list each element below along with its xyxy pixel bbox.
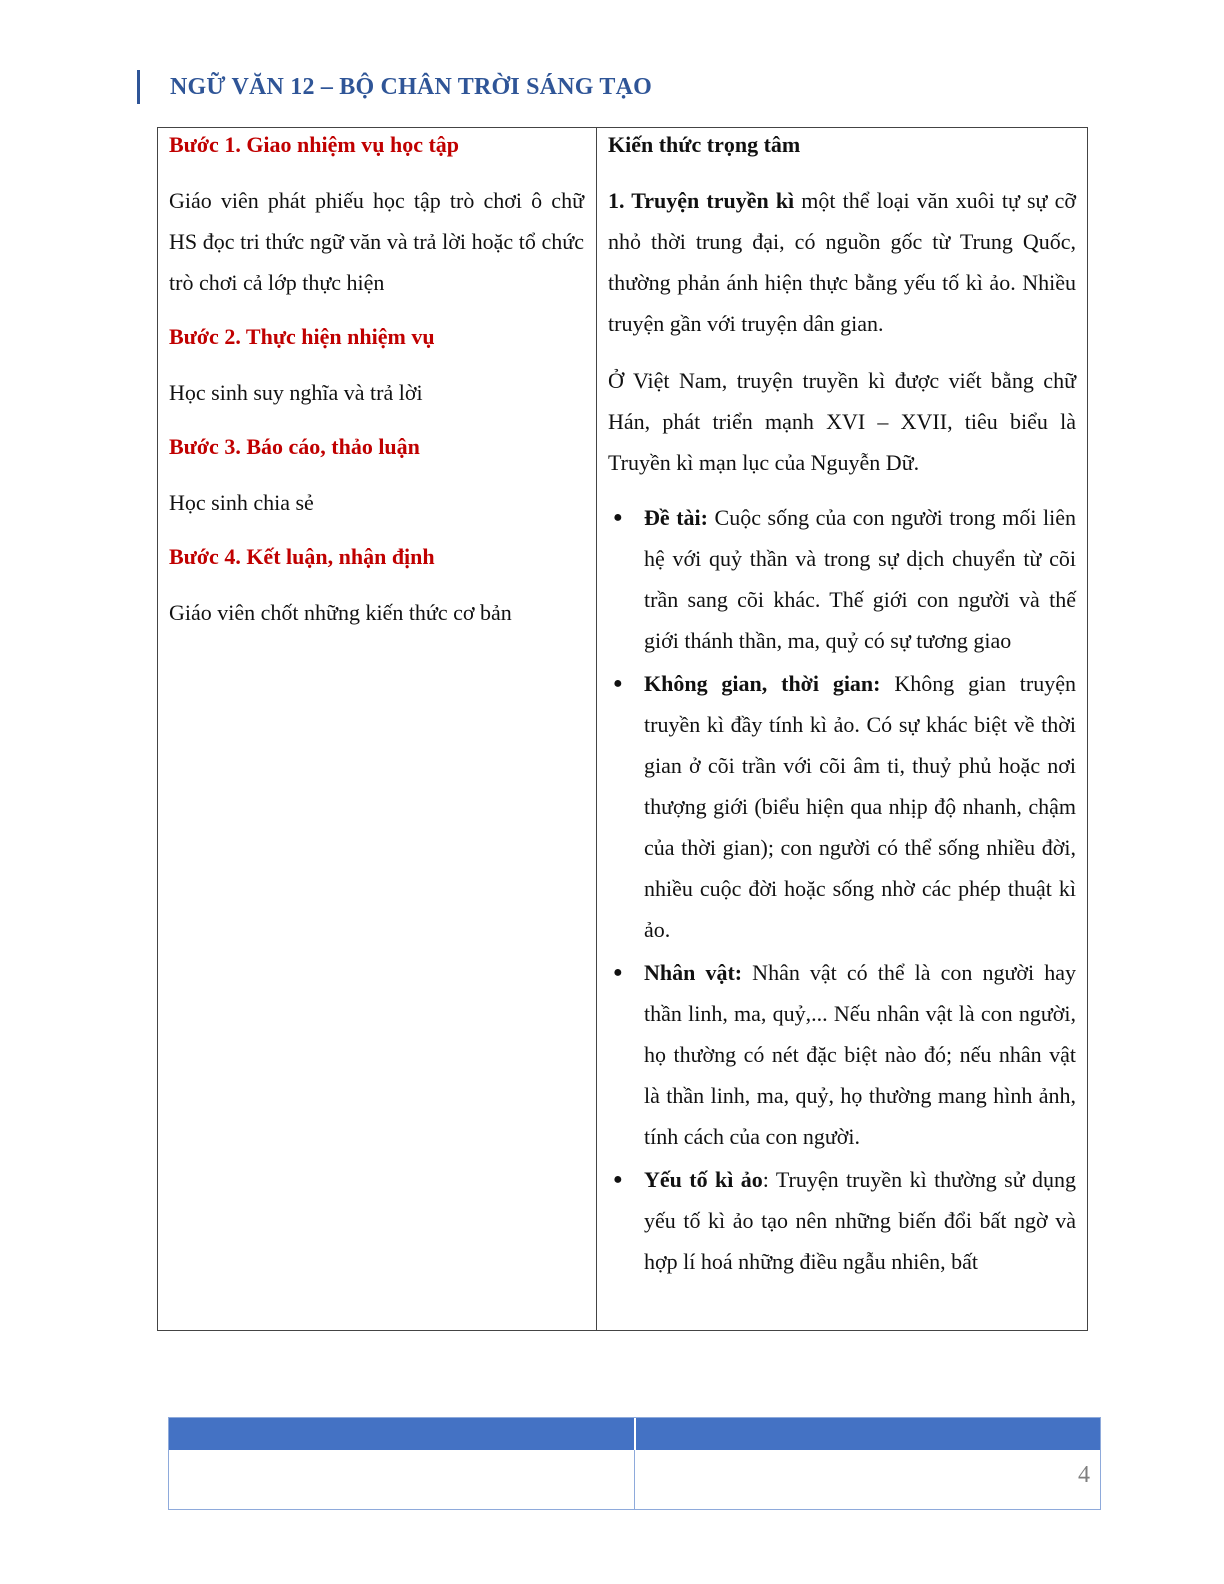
bullet-icon: ● [613, 964, 623, 981]
step-2-title: Bước 2. Thực hiện nhiệm vụ [169, 324, 435, 349]
list-item-label: Nhân vật: [644, 960, 743, 985]
key-knowledge-column [597, 128, 1087, 1330]
list-item [608, 952, 1076, 1157]
list-item-text: Nhân vật có thể là con người hay thần linh, ma, quỷ,... Nếu nhân vật là con người, họ thường có nét đặc biệt nào đó; nếu nhân vật là thần linh, ma, quỷ, họ thường mang hình ảnh, tính cách của con người. [644, 960, 1076, 1149]
step-3-title: Bước 3. Báo cáo, thảo luận [169, 434, 420, 459]
list-item-text: : Truyện truyền kì thường sử dụng yếu tố kì ảo tạo nên những biến đổi bất ngờ và hợp lí hoá những điều ngẫu nhiên, bất [644, 1167, 1076, 1274]
page-number: 4 [1078, 1462, 1090, 1488]
definition-text: một thể loại văn xuôi tự sự cỡ nhỏ thời trung đại, có nguồn gốc từ Trung Quốc, thường phản ánh hiện thực bằng yếu tố kì ảo. Nhiều truyện gần với truyện dân gian. [608, 188, 1076, 336]
step-2-text: Học sinh suy nghĩa và trả lời [169, 380, 423, 405]
list-item [608, 497, 1076, 661]
list-item-label: Yếu tố kì ảo [644, 1167, 763, 1192]
footer-bar [169, 1418, 1100, 1450]
list-item [608, 663, 1076, 950]
bullet-icon: ● [613, 675, 623, 692]
definition-term: 1. Truyện truyền kì [608, 188, 795, 213]
page-header-title: NGỮ VĂN 12 – BỘ CHÂN TRỜI SÁNG TẠO [137, 70, 652, 104]
step-4-title: Bước 4. Kết luận, nhận định [169, 544, 435, 569]
list-item-text: Không gian truyện truyền kì đầy tính kì ảo. Có sự khác biệt về thời gian ở cõi trần với cõi âm ti, thuỷ phủ hoặc nơi thượng giới (biểu hiện qua nhịp độ nhanh, chậm của thời gian); con người có thể sống nhiều đời, nhiều cuộc đời hoặc sống nhờ các phép thuật kì ảo. [644, 671, 1076, 942]
vietnam-paragraph: Ở Việt Nam, truyện truyền kì được viết bằng chữ Hán, phát triển mạnh XVI – XVII, tiêu biểu là Truyền kì mạn lục của Nguyễn Dữ. [608, 368, 1076, 475]
lesson-table [157, 127, 1088, 1331]
step-1-text: Giáo viên phát phiếu học tập trò chơi ô chữ HS đọc tri thức ngữ văn và trả lời hoặc tổ chức trò chơi cả lớp thực hiện [169, 188, 584, 295]
step-1-title: Bước 1. Giao nhiệm vụ học tập [169, 132, 460, 157]
key-knowledge-title: Kiến thức trọng tâm [608, 132, 801, 157]
page-footer [168, 1417, 1101, 1510]
bullet-icon: ● [613, 1171, 623, 1188]
activity-steps-column [158, 128, 597, 1330]
features-list [608, 497, 1076, 1282]
list-item-label: Đề tài: [644, 505, 708, 530]
list-item-label: Không gian, thời gian: [644, 671, 881, 696]
step-3-text: Học sinh chia sẻ [169, 490, 314, 515]
step-4-text: Giáo viên chốt những kiến thức cơ bản [169, 600, 512, 625]
bullet-icon: ● [613, 509, 623, 526]
definition-paragraph [608, 180, 1076, 344]
list-item-text: Cuộc sống của con người trong mối liên hệ với quỷ thần và trong sự dịch chuyển từ cõi trần sang cõi khác. Thế giới con người và thế giới thánh thần, ma, quỷ có sự tương giao [644, 505, 1076, 653]
list-item [608, 1159, 1076, 1282]
